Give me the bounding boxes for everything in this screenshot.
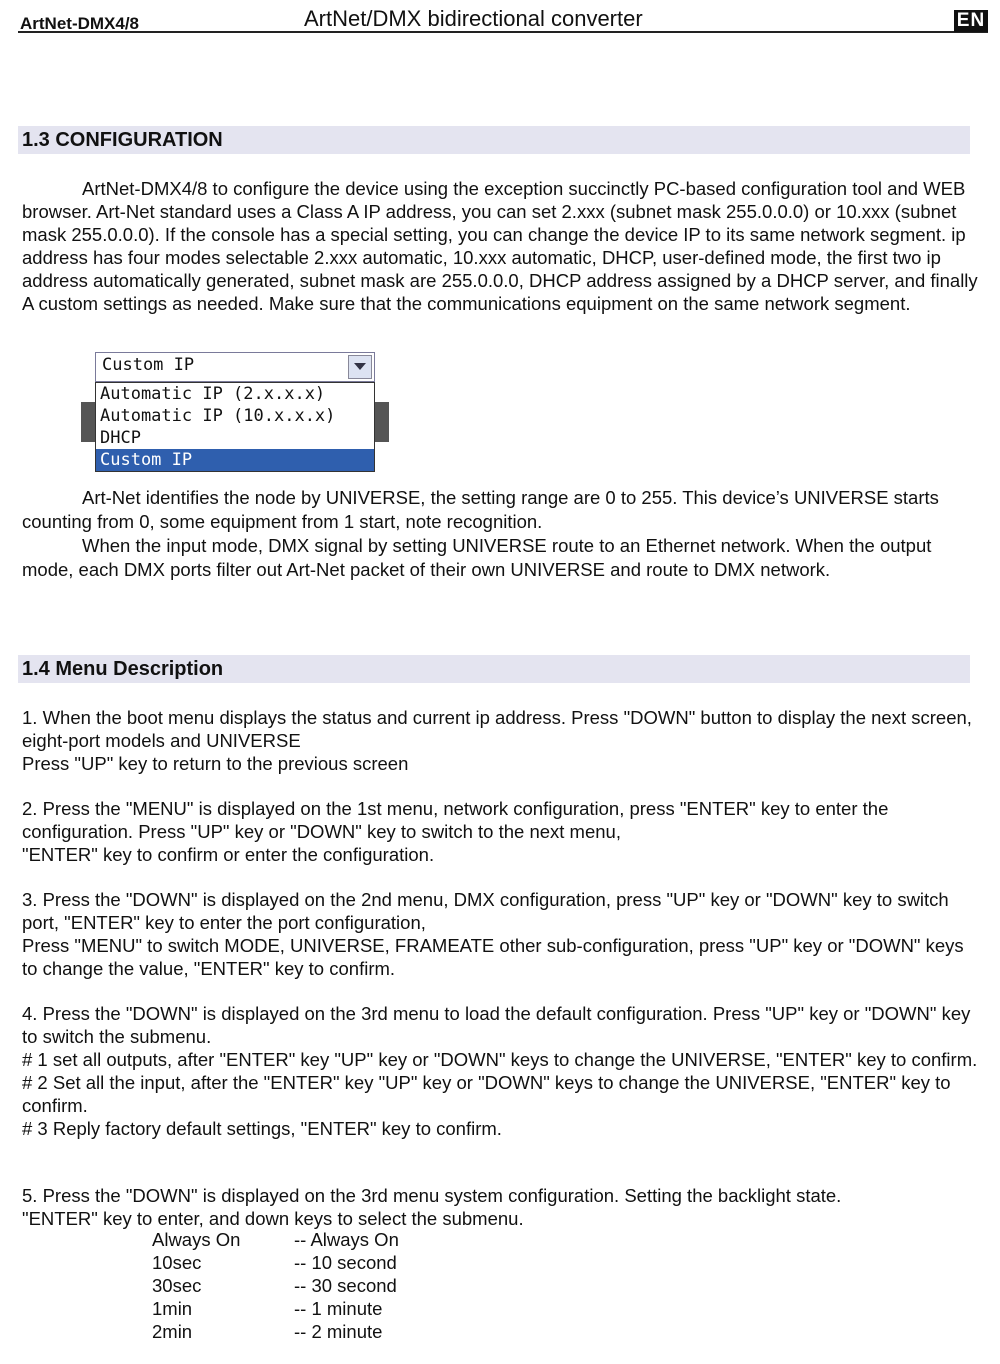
universe-paragraph: Art-Net identifies the node by UNIVERSE, the setting range are 0 to 255. This device’s UNIVERSE starts counting from 0, some equipment from 1 start, note recognition.	[22, 487, 939, 532]
selected-value: Custom IP	[102, 355, 195, 375]
backlight-value: -- Always On	[294, 1229, 399, 1250]
backlight-row	[152, 1251, 399, 1274]
text-line: 1. When the boot menu displays the status and current ip address. Press "DOWN" button to display the next screen, eight-port models and UNIVERSE	[22, 707, 972, 751]
menu-item-3	[22, 888, 982, 980]
backlight-key: 1min	[152, 1298, 193, 1319]
menu-item-5	[22, 1184, 982, 1230]
menu-item-4	[22, 1002, 982, 1140]
section-heading-configuration	[18, 126, 970, 154]
language-badge: EN	[954, 10, 988, 32]
text-line: 4. Press the "DOWN" is displayed on the 3rd menu to load the default configuration. Press "UP" key or "DOWN" key to switch the submenu.	[22, 1003, 971, 1047]
text-line: # 3 Reply factory default settings, "ENTER" key to confirm.	[22, 1118, 502, 1139]
backlight-value: -- 30 second	[294, 1275, 397, 1296]
backlight-row	[152, 1228, 399, 1251]
text-line: 2. Press the "MENU" is displayed on the 1st menu, network configuration, press "ENTER" key to enter the configuration. Press "UP" key or "DOWN" key to switch to the next menu,	[22, 798, 889, 842]
dropdown-options	[95, 382, 375, 472]
backlight-value: -- 1 minute	[294, 1298, 383, 1319]
section-heading-menu	[18, 655, 970, 683]
backlight-row	[152, 1320, 399, 1343]
text-line: Press "MENU" to switch MODE, UNIVERSE, FRAMEATE other sub-configuration, press "UP" key or "DOWN" keys to change the value, "ENTER" key to confirm.	[22, 935, 964, 979]
option-dhcp[interactable]: DHCP	[100, 428, 141, 448]
chevron-down-icon[interactable]	[348, 355, 372, 379]
text-line: Press "UP" key to return to the previous screen	[22, 753, 409, 774]
configuration-paragraph: ArtNet-DMX4/8 to configure the device using the exception succinctly PC-based configuration tool and WEB browser. Art-Net standard uses a Class A IP address, you can set 2.xxx (subnet mask 255.0.0.0) or 10.xxx (subnet mask 255.0.0.0). If the console has a special setting, you can change the device IP to its same network segment. ip address has four modes selectable 2.xxx automatic, 10.xxx automatic, DHCP, user-defined mode, the first two ip address automatically generated, subnet mask are 255.0.0.0, DHCP address assigned by a DHCP server, and finally A custom settings as needed. Make sure that the communications equipment on the same network segment.	[22, 178, 978, 314]
backlight-value: -- 2 minute	[294, 1321, 383, 1342]
routing-paragraph: When the input mode, DMX signal by setting UNIVERSE route to an Ethernet network. When the output mode, each DMX ports filter out Art-Net packet of their own UNIVERSE and route to DMX network.	[22, 535, 932, 580]
backlight-row	[152, 1274, 399, 1297]
backlight-key: 30sec	[152, 1275, 202, 1296]
backlight-row	[152, 1297, 399, 1320]
backlight-key: Always On	[152, 1229, 241, 1250]
text-line: # 1 set all outputs, after "ENTER" key "UP" key or "DOWN" keys to change the UNIVERSE, "ENTER" key to confirm.	[22, 1049, 978, 1070]
section-title: 1.4 Menu Description	[22, 658, 224, 680]
section-title: 1.3 CONFIGURATION	[22, 129, 223, 151]
text-line: # 2 Set all the input, after the "ENTER" key "UP" key or "DOWN" keys to change the UNIVERSE, "ENTER" key to confirm.	[22, 1072, 951, 1116]
text-line: 3. Press the "DOWN" is displayed on the 2nd menu, DMX configuration, press "UP" key or "DOWN" key to switch port, "ENTER" key to enter the port configuration,	[22, 889, 949, 933]
ip-mode-dropdown[interactable]	[95, 352, 375, 472]
model-name: ArtNet-DMX4/8	[20, 14, 140, 33]
option-automatic-ip-10[interactable]: Automatic IP (10.x.x.x)	[100, 406, 336, 426]
backlight-value: -- 10 second	[294, 1252, 397, 1273]
backlight-key: 10sec	[152, 1252, 202, 1273]
option-custom-ip[interactable]: Custom IP	[96, 449, 374, 471]
ip-mode-select[interactable]	[95, 352, 375, 382]
page-header	[18, 4, 988, 33]
document-title: ArtNet/DMX bidirectional converter	[304, 6, 643, 31]
text-line: "ENTER" key to confirm or enter the configuration.	[22, 844, 435, 865]
option-automatic-ip-2[interactable]: Automatic IP (2.x.x.x)	[100, 384, 326, 404]
text-line: 5. Press the "DOWN" is displayed on the 3rd menu system configuration. Setting the backlight state.	[22, 1185, 842, 1206]
menu-item-2	[22, 797, 982, 866]
text-line: "ENTER" key to enter, and down keys to select the submenu.	[22, 1208, 524, 1229]
menu-item-1	[22, 706, 982, 775]
backlight-options	[152, 1228, 399, 1343]
backlight-key: 2min	[152, 1321, 193, 1342]
